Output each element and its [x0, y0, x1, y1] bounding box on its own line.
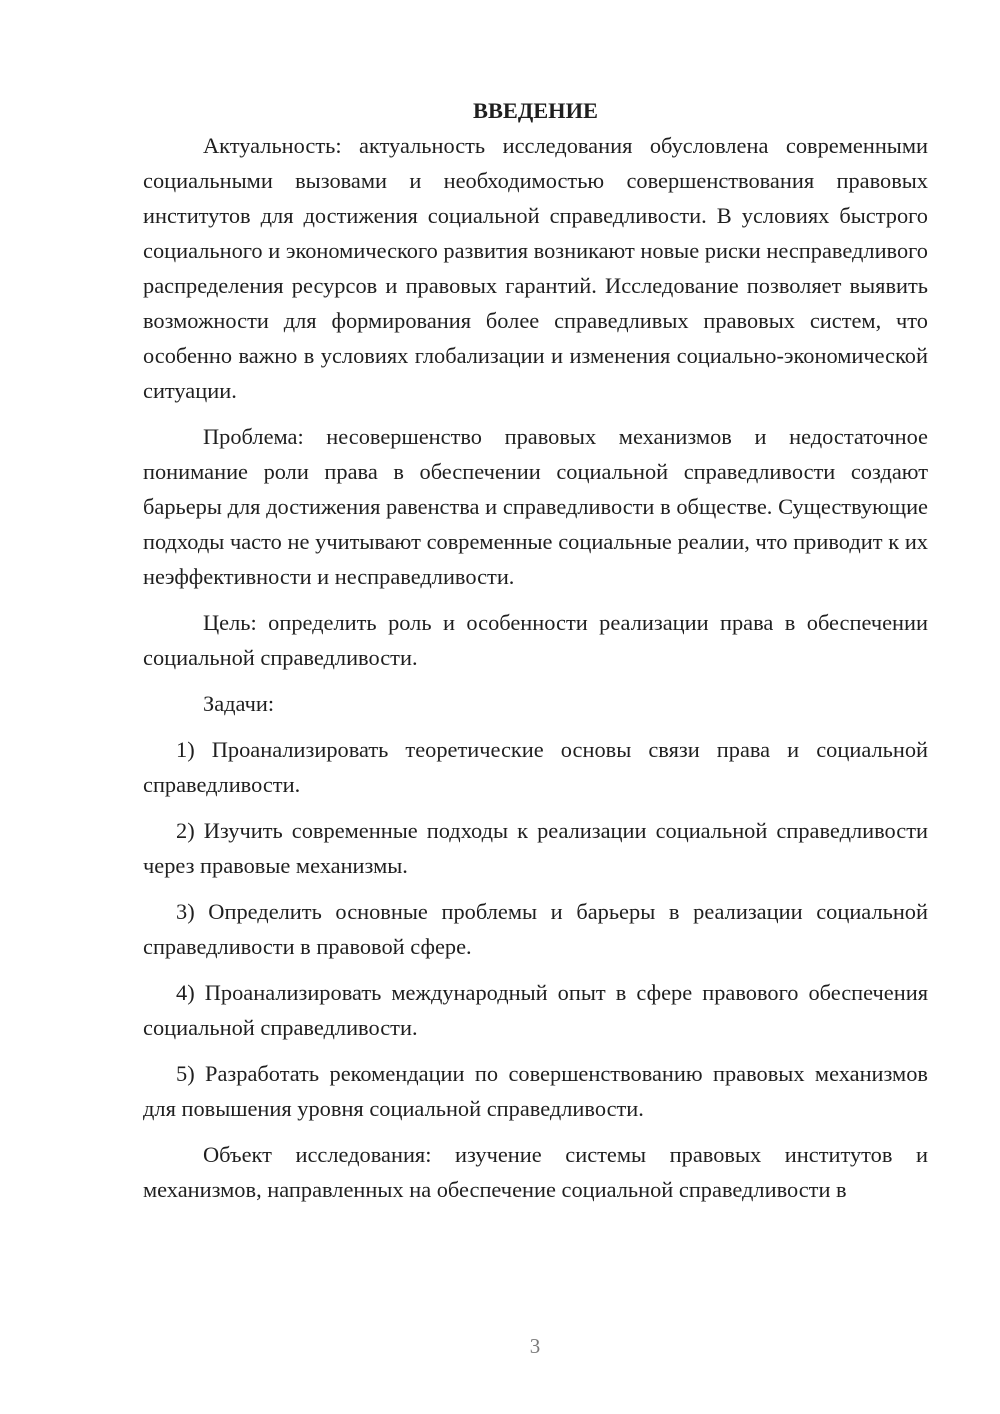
tasks-label: Задачи:: [203, 691, 275, 716]
document-body: [143, 93, 928, 1207]
task-item-1: 1) Проанализировать теоретические основы связи права и социальной справедливости.: [143, 737, 928, 797]
problem-paragraph: Проблема: несовершенство правовых механизмов и недостаточное понимание роли права в обеспечении социальной справедливости создают барьеры для достижения равенства и справедливости в обществе. Существующие подходы часто не учитывают современные социальные реалии, что приводит к их неэффективности и несправедливости.: [143, 424, 928, 589]
task-item-2: 2) Изучить современные подходы к реализации социальной справедливости через правовые механизмы.: [143, 818, 928, 878]
task-item-3: 3) Определить основные проблемы и барьеры в реализации социальной справедливости в правовой сфере.: [143, 899, 928, 959]
relevance-paragraph: Актуальность: актуальность исследования обусловлена современными социальными вызовами и необходимостью совершенствования правовых институтов для достижения социальной справедливости. В условиях быстрого социального и экономического развития возникают новые риски несправедливого распределения ресурсов и правовых гарантий. Исследование позволяет выявить возможности для формирования более справедливых правовых систем, что особенно важно в условиях глобализации и изменения социально-экономической ситуации.: [143, 133, 928, 403]
object-paragraph: Объект исследования: изучение системы правовых институтов и механизмов, направленных на обеспечение социальной справедливости в: [143, 1142, 928, 1202]
task-item-5: 5) Разработать рекомендации по совершенствованию правовых механизмов для повышения уровня социальной справедливости.: [143, 1061, 928, 1121]
task-item-4: 4) Проанализировать международный опыт в сфере правового обеспечения социальной справедливости.: [143, 980, 928, 1040]
goal-paragraph: Цель: определить роль и особенности реализации права в обеспечении социальной справедливости.: [143, 610, 928, 670]
page-number: 3: [529, 1334, 541, 1358]
section-heading: ВВЕДЕНИЕ: [473, 98, 598, 123]
